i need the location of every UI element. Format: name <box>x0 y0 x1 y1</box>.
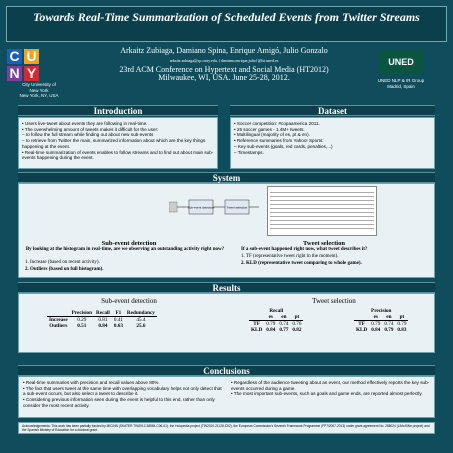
conclusion-item: • Real-time summaries with precision and recall values above 80%. <box>23 380 160 385</box>
cuny-letter: N <box>7 66 22 81</box>
results-heading: Results <box>18 282 435 293</box>
sub-event-question: By looking at the histogram in real-time, are we observing an outstanding activity right now? <box>25 247 225 252</box>
dataset-item: • 26 soccer games - 1.4M+ tweets. <box>234 126 305 132</box>
results-tweet-selection-heading: Tweet selection <box>312 297 356 305</box>
cuny-letter: U <box>24 49 39 64</box>
dataset-item: • Soccer competition: #copaamerica 2011. <box>234 121 320 126</box>
table-row: TF 0.79 0.74 0.76 <box>249 321 303 328</box>
intro-item: • Real-time summarization of events enables to follow streams and to find out about main sub-events happening during the event. <box>22 149 214 161</box>
intro-item: • The overwhelming amount of tweets makes it difficult for the user: <box>22 126 159 132</box>
intro-heading: Introduction <box>18 105 218 116</box>
tweet-selection-box-label: Tweet selection <box>226 205 248 210</box>
dataset-heading: Dataset <box>230 105 435 116</box>
sub-event-heading: Sub-event detection <box>101 240 157 247</box>
conclusions-heading: Conclusions <box>18 365 435 376</box>
table-row: TF 0.79 0.74 0.79 <box>354 321 408 328</box>
acknowledgements: Acknowledgements: This work has been partially funded by MICINN (SKATER TIN2012-38584-C06-01), the Holopedia project (TIN2010-21128-C02), the European Commission's Seventh Framework Programme (FP7/2007-2013) under grant agreement No. 288024 (LiMoSINe project) and the Spanish Ministry of Education for a doctoral grant. <box>18 422 435 434</box>
results-panel <box>18 293 435 353</box>
table-row: KLD 0.84 0.79 0.83 <box>356 327 407 333</box>
results-sub-event-heading: Sub-event detection <box>101 297 157 305</box>
summary-screenshot <box>267 186 377 236</box>
tweet-selection-method-1: 1. TF (representative tweet right in the moment). <box>241 254 339 259</box>
dataset-panel <box>230 117 435 169</box>
intro-panel <box>18 117 218 169</box>
uned-logo: UNED <box>379 50 423 74</box>
table-header: Precision <box>71 310 93 316</box>
dataset-item: • Reference summaries from Yahoo! Sports: <box>234 138 324 144</box>
intro-item: • Users live-tweet about events they are following in real-time. <box>22 121 148 126</box>
cuny-letter: C <box>7 49 22 64</box>
dataset-item: • Multilingual (majority of es, pt & en). <box>234 132 310 138</box>
cuny-letter: Y <box>24 66 39 81</box>
stream-icon <box>169 202 177 212</box>
tweet-selection-question: If a sub-event happened right now, what tweet describes it? <box>241 247 368 252</box>
intro-item: – to retrieve from Twitter the main, summarized information about which are the key things happening at the event. <box>22 138 206 149</box>
system-panel <box>18 183 435 278</box>
sub-event-results-table <box>47 310 157 329</box>
conclusion-item: • Considering previous information seen during the event is helpful to this end, rather than only consider the most recent activity. <box>23 397 215 408</box>
table-row: Outliers 0.51 0.84 0.63 25.6 <box>49 323 146 329</box>
conference: 23rd ACM Conference on Hypertext and Social Media (HT2012) Milwaukee, WI, USA. June 25-28, 2012. <box>119 65 329 82</box>
emails: arkaitz.zubiaga@qc.cuny.edu, {damiano,enrique,julio}@lsi.uned.es <box>169 58 279 63</box>
dataset-item: – Key sub-events (goals, red cards, penalties,...) <box>234 143 333 149</box>
dataset-item: – Timestamps. <box>234 149 264 155</box>
table-caption: Recall <box>269 308 284 314</box>
precision-table: Precision es en pt TF 0.79 0.74 0.79 KLD 0.84 0.79 0.83 <box>356 308 407 333</box>
summary-row <box>270 225 374 229</box>
uned-affiliation: UNED NLP & IR Group Madrid, Spain <box>377 78 425 89</box>
authors: Arkaitz Zubiaga, Damiano Spina, Enrique Amigó, Julio Gonzalo <box>120 46 328 55</box>
header <box>4 44 449 102</box>
conclusion-item: • The most important sub-events, such as goals and game ends, are reported almost perfectly. <box>231 391 423 397</box>
tweet-selection-heading: Tweet selection <box>303 240 345 247</box>
sub-event-box-label: Sub-event detection <box>187 205 215 210</box>
table-header: Recall <box>96 310 110 316</box>
poster-title: Towards Real-Time Summarization of Scheduled Events from Twitter Streams <box>6 6 447 42</box>
recall-table: Recall es en pt TF 0.79 0.74 0.76 KLD 0.84 0.77 0.82 <box>251 308 302 333</box>
table-caption: Precision <box>371 308 392 314</box>
intro-item: – to follow the full stream while finding out about new sub-events <box>22 132 154 138</box>
system-heading: System <box>18 172 435 183</box>
cuny-affiliation: City University of New York New York, NY, USA <box>19 82 59 98</box>
cuny-logo <box>6 48 68 82</box>
tweet-selection-method-2: 2. KLD (representative tweet comparing to whole game). <box>241 261 362 266</box>
system-diagram <box>169 188 259 228</box>
sub-event-method-2: 2. Outliers (based on full histogram). <box>25 267 104 272</box>
table-header: F1 <box>115 310 122 316</box>
table-header: Redundancy <box>126 310 155 316</box>
conclusion-item: • The fact that users tweet at the same time with overlapping vocabulary helps not only detect that a sub-event occurs, but also select a tweet to describe it. <box>23 385 222 397</box>
table-row: Increase 0.29 0.81 0.41 45.4 <box>47 317 157 324</box>
table-row: KLD 0.84 0.77 0.82 <box>251 327 302 333</box>
conclusion-item: • Regardless of the audience tweeting about an event, our method effectively reports the key sub-events occurred during a game. <box>231 380 430 391</box>
sub-event-method-1: 1. Increase (based on recent activity). <box>25 260 100 265</box>
conclusions-panel <box>18 376 435 418</box>
